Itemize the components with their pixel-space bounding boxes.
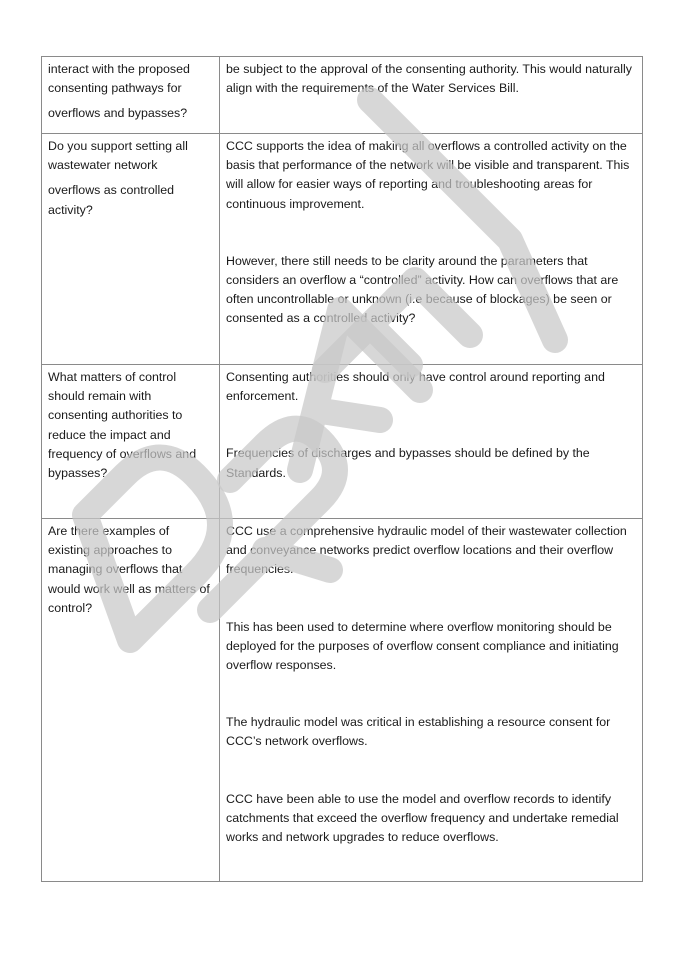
table-row (42, 519, 643, 882)
answer-paragraph: However, there still needs to be clarity around the parameters that considers an overflow a “controlled” activity. How can overflows that are often uncontrollable or unknown (i.e because of blockages) be seen or consented as a controlled activity? (226, 253, 619, 326)
question-text: Are there examples of existing approaches to managing overflows that would work well as matters of control? (48, 524, 210, 615)
answer-paragraph: The hydraulic model was critical in establishing a resource consent for CCC’s network overflows. (226, 715, 611, 749)
consultation-table (41, 56, 643, 882)
question-line: interact with the proposed (48, 62, 190, 76)
question-text: What matters of control should remain with consenting authorities to reduce the impact and frequency of overflows and bypasses? (48, 370, 197, 481)
table-row (42, 134, 643, 365)
question-line: consenting pathways for (48, 81, 182, 96)
answer-cell (220, 365, 643, 519)
question-line: Do you support setting all (48, 139, 188, 153)
table-row (42, 365, 643, 519)
answer-paragraph: CCC use a comprehensive hydraulic model of their wastewater collection and conveyance networks predict overflow locations and their overflow frequencies. (226, 524, 627, 577)
answer-cell (220, 519, 643, 882)
answer-paragraph: CCC have been able to use the model and overflow records to identify catchments that exceed the overflow frequency and undertake remedial works and network upgrades to reduce overflows. (226, 791, 619, 845)
table-row (42, 57, 643, 134)
question-line: overflows and bypasses? (48, 106, 188, 121)
question-cell (42, 519, 220, 882)
answer-cell (220, 57, 643, 134)
question-line: wastewater network (48, 158, 158, 173)
question-line: activity? (48, 202, 93, 217)
answer-paragraph: CCC supports the idea of making all overflows a controlled activity on the basis that performance of the network will be visible and transparent. This will allow for easier ways of reporting and troubleshooting areas for continuous improvement. (226, 139, 630, 211)
question-line: overflows as controlled (48, 183, 175, 198)
answer-paragraph: This has been used to determine where overflow monitoring should be deployed for the purposes of overflow consent compliance and initiating overflow responses. (226, 619, 619, 673)
answer-paragraph: Consenting authorities should only have control around reporting and enforcement. (226, 370, 605, 404)
answer-paragraph: Frequencies of discharges and bypasses should be defined by the Standards. (226, 446, 590, 480)
question-cell (42, 365, 220, 519)
question-cell (42, 57, 220, 134)
answer-paragraph: be subject to the approval of the consenting authority. This would naturally align with the requirements of the Water Services Bill. (226, 62, 632, 96)
question-cell (42, 134, 220, 365)
answer-cell (220, 134, 643, 365)
